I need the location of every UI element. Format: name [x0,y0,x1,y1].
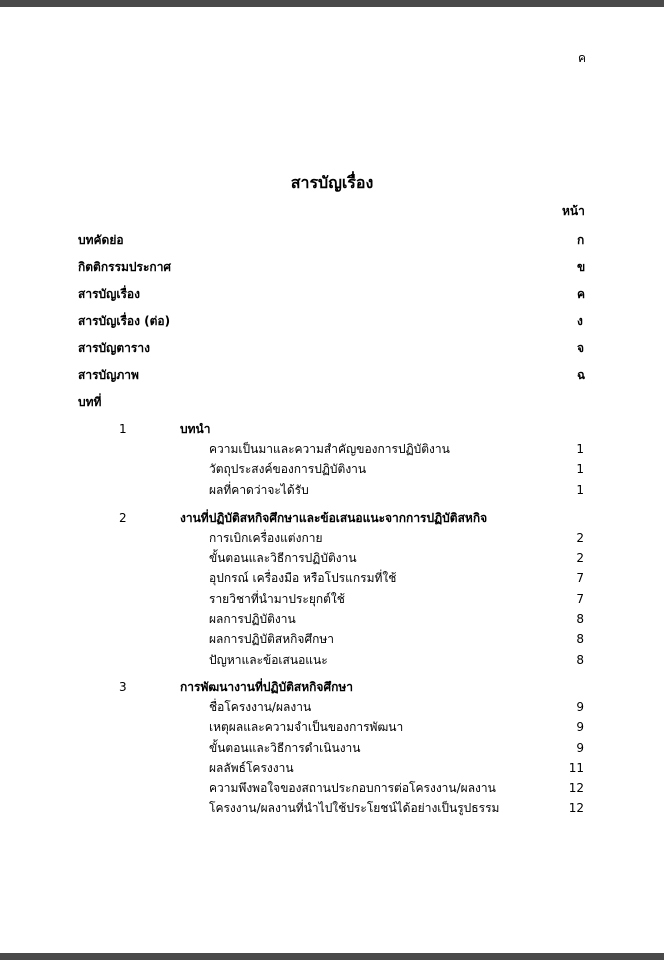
chapter-number: 1 [119,422,127,436]
section-page: 8 [576,632,584,646]
section-page: 2 [576,531,584,545]
section-page: 9 [576,720,584,734]
section-page: 1 [576,483,584,497]
chapter-number: 2 [119,511,127,525]
section-page: 1 [576,462,584,476]
section-page: 7 [576,592,584,606]
section-entry: โครงงาน/ผลงานที่นำไปใช้ประโยชน์ได้อย่างเป็นรูปธรรม [209,801,500,815]
toc-page-acknowledgement: ข [577,260,586,274]
section-entry: ความเป็นมาและความสำคัญของการปฏิบัติงาน [209,442,450,456]
section-entry: เหตุผลและความจำเป็นของการพัฒนา [209,720,404,734]
section-page: 8 [576,653,584,667]
page-number: ค [578,51,587,65]
chapter-heading: บทที่ [78,395,102,409]
section-page: 12 [568,801,584,815]
toc-entry-abstract: บทคัดย่อ [78,233,124,247]
page-title: สารบัญเรื่อง [290,173,374,192]
bottom-border [0,953,664,960]
toc-entry-acknowledgement: กิตติกรรมประกาศ [78,260,172,274]
section-page: 1 [576,442,584,456]
section-entry: ความพึงพอใจของสถานประกอบการต่อโครงงาน/ผลงาน [209,781,496,795]
section-page: 11 [568,761,584,775]
section-entry: การเบิกเครื่องแต่งกาย [209,531,323,545]
chapter-title: บทนำ [180,422,211,436]
toc-entry-contents-cont: สารบัญเรื่อง (ต่อ) [78,314,171,328]
toc-entry-tables: สารบัญตาราง [78,341,150,355]
section-entry: รายวิชาที่นำมาประยุกต์ใช้ [209,592,345,606]
section-page: 12 [568,781,584,795]
chapter-title: งานที่ปฏิบัติสหกิจศึกษาและข้อเสนอแนะจากการปฏิบัติสหกิจ [180,511,488,525]
section-entry: ขั้นตอนและวิธีการดำเนินงาน [209,741,361,755]
section-entry: ผลที่คาดว่าจะได้รับ [209,483,309,497]
section-entry: ขั้นตอนและวิธีการปฏิบัติงาน [209,551,357,565]
toc-page-contents: ค [577,287,586,301]
page-column-header: หน้า [562,204,585,218]
section-entry: อุปกรณ์ เครื่องมือ หรือโปรแกรมที่ใช้ [209,571,397,585]
section-entry: ผลลัพธ์โครงงาน [209,761,294,775]
section-page: 2 [576,551,584,565]
toc-entry-contents: สารบัญเรื่อง [78,287,140,301]
chapter-number: 3 [119,680,127,694]
chapter-title: การพัฒนางานที่ปฏิบัติสหกิจศึกษา [180,680,353,694]
top-border [0,0,664,7]
section-page: 8 [576,612,584,626]
toc-page-contents-cont: ง [577,314,583,328]
section-entry: ผลการปฏิบัติงาน [209,612,296,626]
section-page: 9 [576,700,584,714]
section-page: 7 [576,571,584,585]
toc-page-figures: ฉ [577,368,586,382]
section-entry: วัตถุประสงค์ของการปฏิบัติงาน [209,462,367,476]
toc-entry-figures: สารบัญภาพ [78,368,139,382]
section-page: 9 [576,741,584,755]
section-entry: ผลการปฏิบัติสหกิจศึกษา [209,632,334,646]
toc-page-tables: จ [577,341,585,355]
toc-page-abstract: ก [577,233,585,247]
section-entry: ปัญหาและข้อเสนอแนะ [209,653,328,667]
section-entry: ชื่อโครงงาน/ผลงาน [209,700,312,714]
